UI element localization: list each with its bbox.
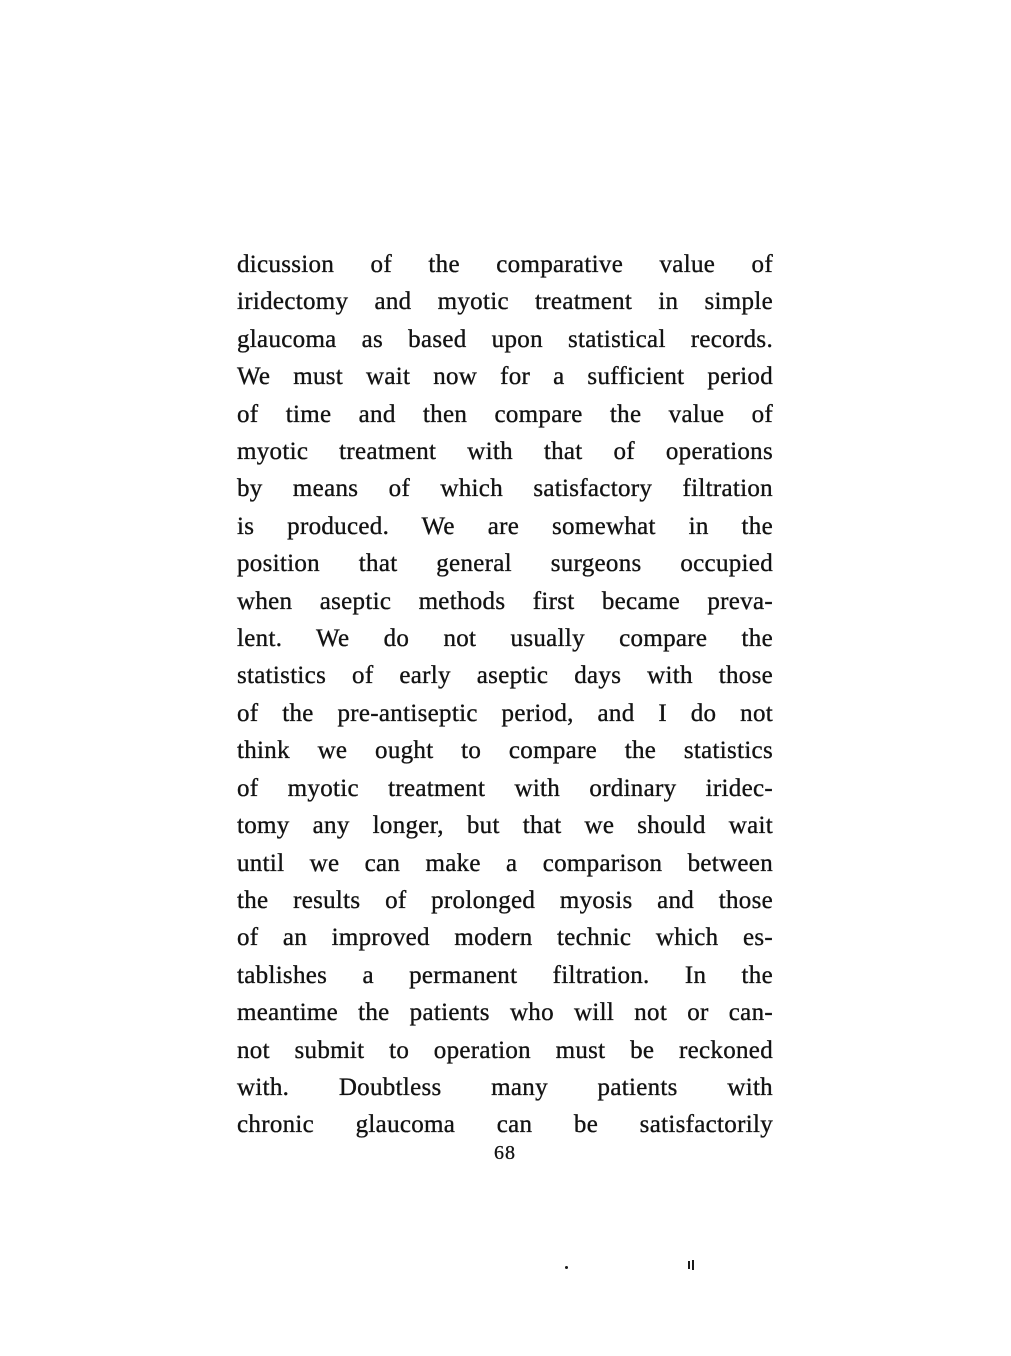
text-line: myotic treatment with that of operations [237,438,773,466]
text-line: tablishes a permanent filtration. In the [237,961,773,989]
scan-speck-mark [688,1260,695,1270]
text-line: chronic glaucoma can be satisfactorily [237,1111,773,1139]
text-line: iridectomy and myotic treatment in simple [237,288,773,316]
text-line: glaucoma as based upon statistical records. [237,325,773,353]
text-line: of myotic treatment with ordinary iridec- [237,774,773,802]
text-line: is produced. We are somewhat in the [237,512,773,540]
text-line: of time and then compare the value of [237,400,773,428]
text-line: when aseptic methods first became preva- [237,587,773,615]
body-text-block [237,246,773,1144]
text-line: not submit to operation must be reckoned [237,1036,773,1064]
scan-speck-dot [565,1266,568,1269]
text-line: of the pre-antiseptic period, and I do not [237,699,773,727]
page-number: 68 [494,1142,516,1164]
text-line: by means of which satisfactory filtration [237,475,773,503]
text-line: the results of prolonged myosis and those [237,886,773,914]
text-line: think we ought to compare the statistics [237,737,773,765]
text-line: of an improved modern technic which es- [237,924,773,952]
text-line: with. Doubtless many patients with [237,1073,773,1101]
text-line: lent. We do not usually compare the [237,625,773,653]
text-line: until we can make a comparison between [237,849,773,877]
text-line: position that general surgeons occupied [237,550,773,578]
text-line: meantime the patients who will not or can- [237,999,773,1027]
text-line: tomy any longer, but that we should wait [237,812,773,840]
text-line: We must wait now for a sufficient period [237,363,773,391]
text-line: dicussion of the comparative value of [237,251,773,278]
text-line: statistics of early aseptic days with those [237,662,773,690]
